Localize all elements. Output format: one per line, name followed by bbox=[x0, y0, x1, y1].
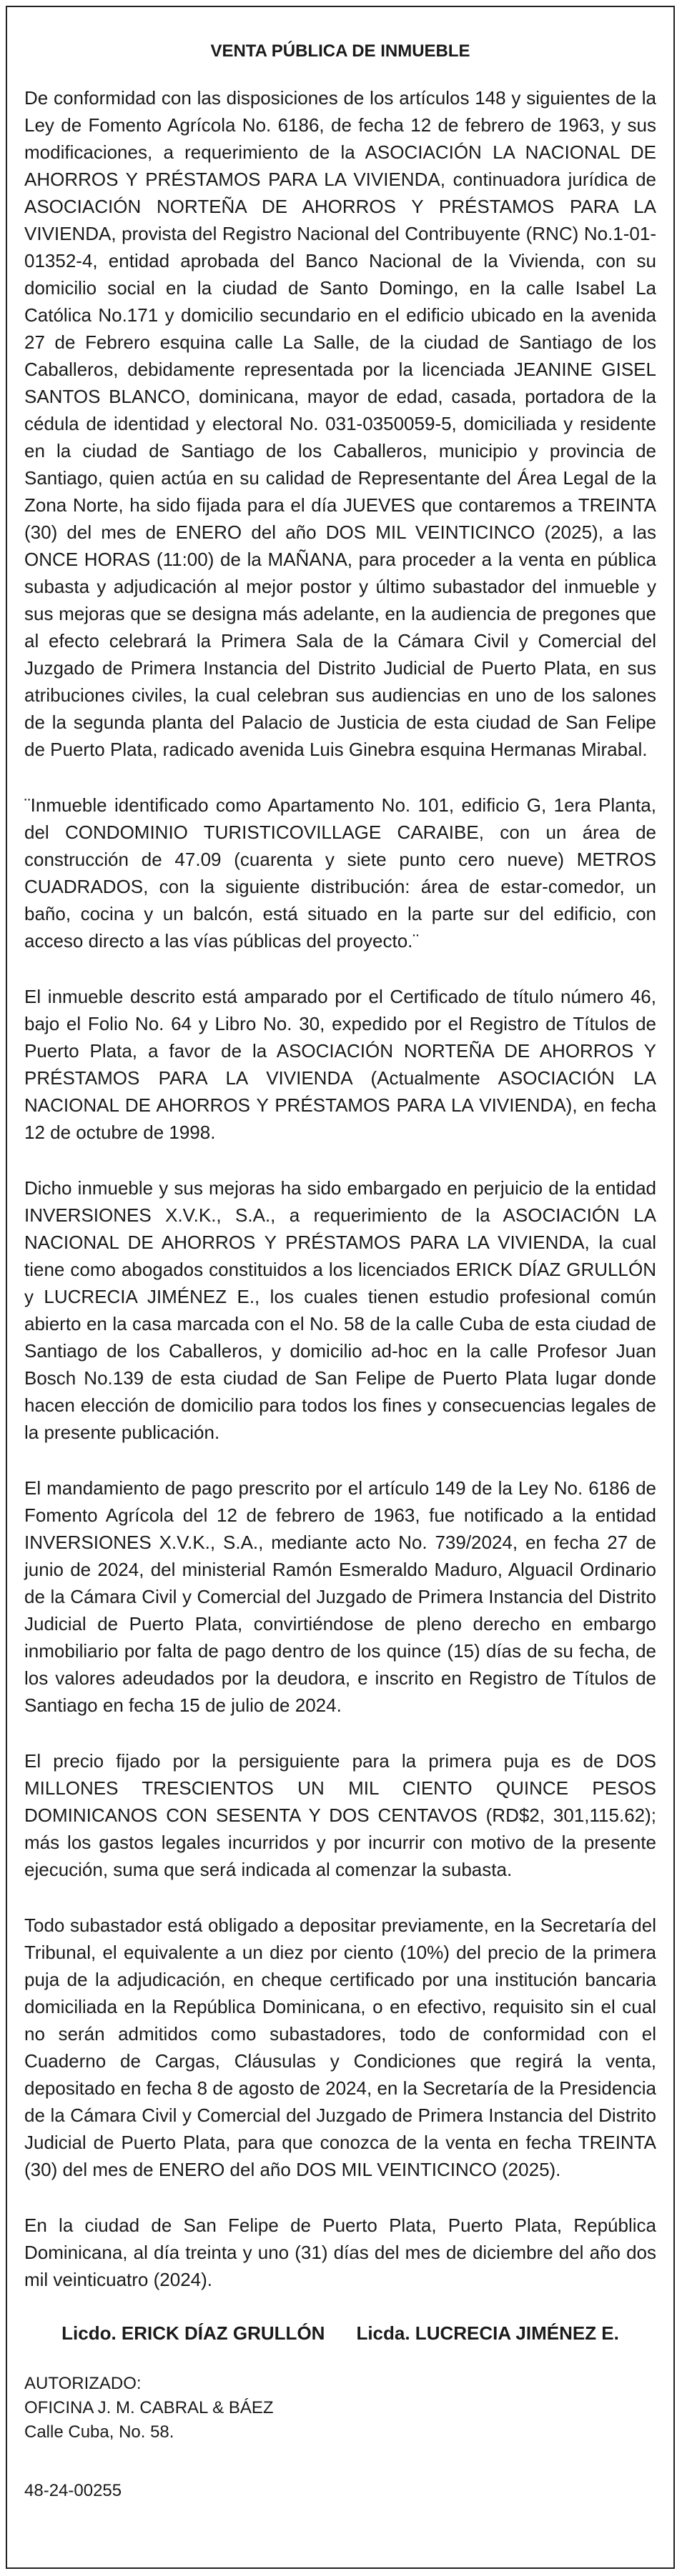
notice-paragraph-property: ¨Inmueble identificado como Apartamento No. 101, edificio G, 1era Planta, del CONDOMINIO TURISTICOVILLAGE CARAIBE, con un área de construcción de 47.09 (cuarenta y siete punto cero nueve) METROS CUADRADOS, con la siguiente distribución: área de estar-comedor, un baño, cocina y un balcón, está situado en la parte sur del edificio, con acceso directo a las vías públicas del proyecto.¨ bbox=[24, 794, 656, 952]
notice-paragraph-date-place: En la ciudad de San Felipe de Puerto Plata, Puerto Plata, República Dominicana, al día treinta y uno (31) días del mes de diciembre del año dos mil veinticuatro (2024). bbox=[24, 2215, 656, 2290]
signature-erick-diaz: Licdo. ERICK DÍAZ GRULLÓN bbox=[61, 2322, 325, 2344]
authorized-label: AUTORIZADO: bbox=[24, 2374, 142, 2393]
authorized-office: OFICINA J. M. CABRAL & BÁEZ bbox=[24, 2398, 274, 2417]
notice-paragraph-price: El precio fijado por la persiguiente para la primera puja es de DOS MILLONES TRESCIENTOS UN MIL CIENTO QUINCE PESOS DOMINICANOS CON SESENTA Y DOS CENTAVOS (RD$2, 301,115.62); más los gastos legales incurridos y por incurrir con motivo de la presente ejecución, suma que será indicada al comenzar la subasta. bbox=[24, 1750, 656, 1880]
notice-paragraph-deposit: Todo subastador está obligado a depositar previamente, en la Secretaría del Tribunal, el equivalente a un diez por ciento (10%) del precio de la primera puja de la adjudicación, en cheque certificado por una institución bancaria domiciliada en la República Dominicana, o en efectivo, requisito sin el cual no serán admitidos como subastadores, todo de conformidad con el Cuaderno de Cargas, Cláusulas y Condiciones que regirá la venta, depositado en fecha 8 de agosto de 2024, en la Secretaría de la Presidencia de la Cámara Civil y Comercial del Juzgado de Primera Instancia del Distrito Judicial de Puerto Plata, para que conozca de la venta en fecha TREINTA (30) del mes de ENERO del año DOS MIL VEINTICINCO (2025). bbox=[24, 1914, 656, 2180]
signatures bbox=[24, 2322, 656, 2345]
authorized-address: Calle Cuba, No. 58. bbox=[24, 2422, 174, 2442]
notice-title: VENTA PÚBLICA DE INMUEBLE bbox=[210, 41, 470, 61]
notice-paragraph-intro: De conformidad con las disposiciones de los artículos 148 y siguientes de la Ley de Fomento Agrícola No. 6186, de fecha 12 de febrero de 1963, y sus modificaciones, a requerimiento de la ASOCIACIÓN LA NACIONAL DE AHORROS Y PRÉSTAMOS PARA LA VIVIENDA, continuadora jurídica de ASOCIACIÓN NORTEÑA DE AHORROS Y PRÉSTAMOS PARA LA VIVIENDA, provista del Registro Nacional del Contribuyente (RNC) No.1-01-01352-4, entidad aprobada del Banco Nacional de la Vivienda, con su domicilio social en la ciudad de Santo Domingo, en la calle Isabel La Católica No.171 y domicilio secundario en el edificio ubicado en la avenida 27 de Febrero esquina calle La Salle, de la ciudad de Santiago de los Caballeros, debidamente representada por la licenciada JEANINE GISEL SANTOS BLANCO, dominicana, mayor de edad, casada, portadora de la cédula de identidad y electoral No. 031-0350059-5, domiciliada y residente en la ciudad de Santiago de los Caballeros, municipio y provincia de Santiago, quien actúa en su calidad de Representante del Área Legal de la Zona Norte, ha sido fijada para el día JUEVES que contaremos a TREINTA (30) del mes de ENERO del año DOS MIL VEINTICINCO (2025), a las ONCE HORAS (11:00) de la MAÑANA, para proceder a la venta en pública subasta y adjudicación al mejor postor y último subastador del inmueble y sus mejoras que se designa más adelante, en la audiencia de pregones que al efecto celebrará la Primera Sala de la Cámara Civil y Comercial del Juzgado de Primera Instancia del Distrito Judicial de Puerto Plata, en sus atribuciones civiles, la cual celebran sus audiencias en uno de los salones de la segunda planta del Palacio de Justicia de esta ciudad de San Felipe de Puerto Plata, radicado avenida Luis Ginebra esquina Hermanas Mirabal. bbox=[24, 87, 656, 760]
notice-paragraph-payment-order: El mandamiento de pago prescrito por el artículo 149 de la Ley No. 6186 de Fomento Agrícola del 12 de febrero de 1963, fue notificado a la entidad INVERSIONES X.V.K., S.A., mediante acto No. 739/2024, en fecha 27 de junio de 2024, del ministerial Ramón Esmeraldo Maduro, Alguacil Ordinario de la Cámara Civil y Comercial del Juzgado de Primera Instancia del Distrito Judicial de Puerto Plata, convirtiéndose de pleno derecho en embargo inmobiliario por falta de pago dentro de los quince (15) días de su fecha, de los valores adeudados por la deudora, e inscrito en Registro de Títulos de Santiago en fecha 15 de julio de 2024. bbox=[24, 1477, 656, 1716]
legal-notice bbox=[6, 6, 675, 2569]
signature-lucrecia-jimenez: Licda. LUCRECIA JIMÉNEZ E. bbox=[356, 2322, 619, 2344]
notice-paragraph-title-certificate: El inmueble descrito está amparado por el Certificado de título número 46, bajo el Folio No. 64 y Libro No. 30, expedido por el Registro de Títulos de Puerto Plata, a favor de la ASOCIACIÓN NORTEÑA DE AHORROS Y PRÉSTAMOS PARA LA VIVIENDA (Actualmente ASOCIACIÓN LA NACIONAL DE AHORROS Y PRÉSTAMOS PARA LA VIVIENDA), en fecha 12 de octubre de 1998. bbox=[24, 986, 656, 1143]
authorized-block bbox=[24, 2372, 656, 2445]
notice-paragraph-seizure: Dicho inmueble y sus mejoras ha sido embargado en perjuicio de la entidad INVERSIONES X.V.K., S.A., a requerimiento de la ASOCIACIÓN LA NACIONAL DE AHORROS Y PRÉSTAMOS PARA LA VIVIENDA, la cual tiene como abogados constituidos a los licenciados ERICK DÍAZ GRULLÓN y LUCRECIA JIMÉNEZ E., los cuales tienen estudio profesional común abierto en la casa marcada con el No. 58 de la calle Cuba de esta ciudad de Santiago de los Caballeros, y domicilio ad-hoc en la calle Profesor Juan Bosch No.139 de esta ciudad de San Felipe de Puerto Plata lugar donde hacen elección de domicilio para todos los fines y consecuencias legales de la presente publicación. bbox=[24, 1177, 656, 1443]
reference-number: 48-24-00255 bbox=[24, 2481, 122, 2500]
